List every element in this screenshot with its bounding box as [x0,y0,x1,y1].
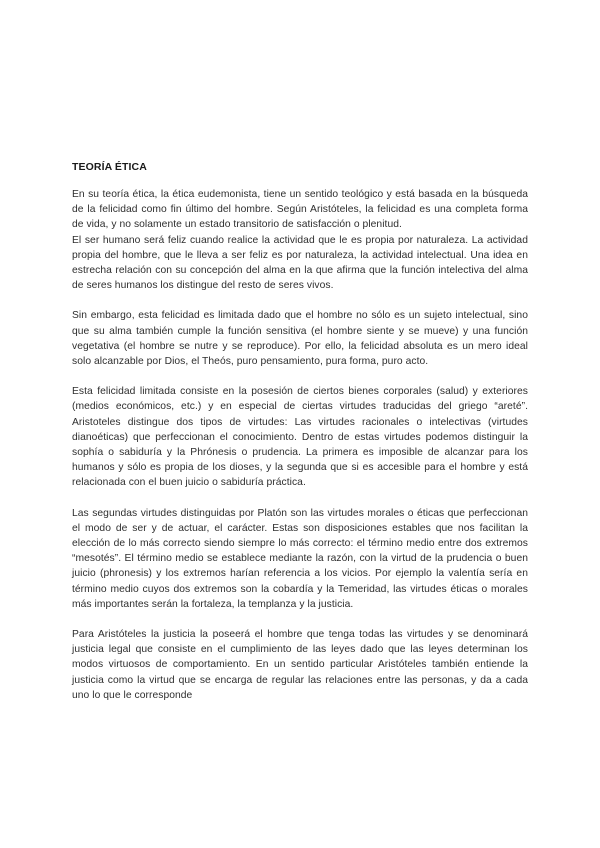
document-body [72,161,528,718]
document-title: TEORÍA ÉTICA [72,161,147,173]
paragraph-4: Esta felicidad limitada consiste en la posesión de ciertos bienes corporales (salud) y exteriores (medios económicos, etc.) y en especial de ciertas virtudes traducidas del griego “areté”. Aristoteles distingue dos tipos de virtudes: Las virtudes racionales o intelectivas (virtudes dianoéticas) que perfeccionan el conocimiento. Dentro de estas virtudes podemos distinguir la sophía o sabiduría y la Phrónesis o prudencia. La primera es imposible de alcanzar para los humanos y sólo es propia de los dioses, y la segunda que si es accesible para el hombre y está relacionada con el buen juicio o sabiduría práctica. [72,386,528,489]
paragraph-3: Sin embargo, esta felicidad es limitada dado que el hombre no sólo es un sujeto intelectual, sino que su alma también cumple la función sensitiva (el hombre siente y se mueve) y una función vegetativa (el hombre se nutre y se reproduce). Por ello, la felicidad absoluta es un mero ideal solo alcanzable por Dios, el Theós, puro pensamiento, pura forma, puro acto. [72,310,528,368]
paragraph-6: Para Aristóteles la justicia la poseerá el hombre que tenga todas las virtudes y se denominará justicia legal que consiste en el cumplimiento de las leyes dado que las leyes determinan los modos virtuosos de comportamiento. En un sentido particular Aristóteles también entiende la justicia como la virtud que se encarga de regular las relaciones entre las personas, y da a cada uno lo que le corresponde [72,629,528,701]
paragraph-2: El ser humano será feliz cuando realice la actividad que le es propia por naturaleza. La actividad propia del hombre, que le lleva a ser feliz es por naturaleza, la actividad intelectual. Una idea en estrecha relación con su concepción del alma en la que afirma que la función intelectiva del alma de seres humanos los distingue del resto de seres vivos. [72,234,528,292]
paragraph-5: Las segundas virtudes distinguidas por Platón son las virtudes morales o éticas que perfeccionan el modo de ser y de actuar, el carácter. Estas son disposiciones estables que nos facilitan la elección de lo más correcto siendo siempre lo más correcto: el término medio entre dos extremos “mesotés”. El término medio se establece mediante la razón, con la virtud de la prudencia o buen juicio (phronesis) y los extremos harían referencia a los vicios. Por ejemplo la valentía sería en término medio cuyos dos extremos son la cobardía y la Temeridad, las virtudes éticas o morales más importantes serán la fortaleza, la templanza y la justicia. [72,507,528,610]
paragraph-1: En su teoría ética, la ética eudemonista, tiene un sentido teológico y está basada en la búsqueda de la felicidad como fin último del hombre. Según Aristóteles, la felicidad es una completa forma de vida, y no solamente un estado transitorio de satisfacción o plenitud. [72,189,528,231]
